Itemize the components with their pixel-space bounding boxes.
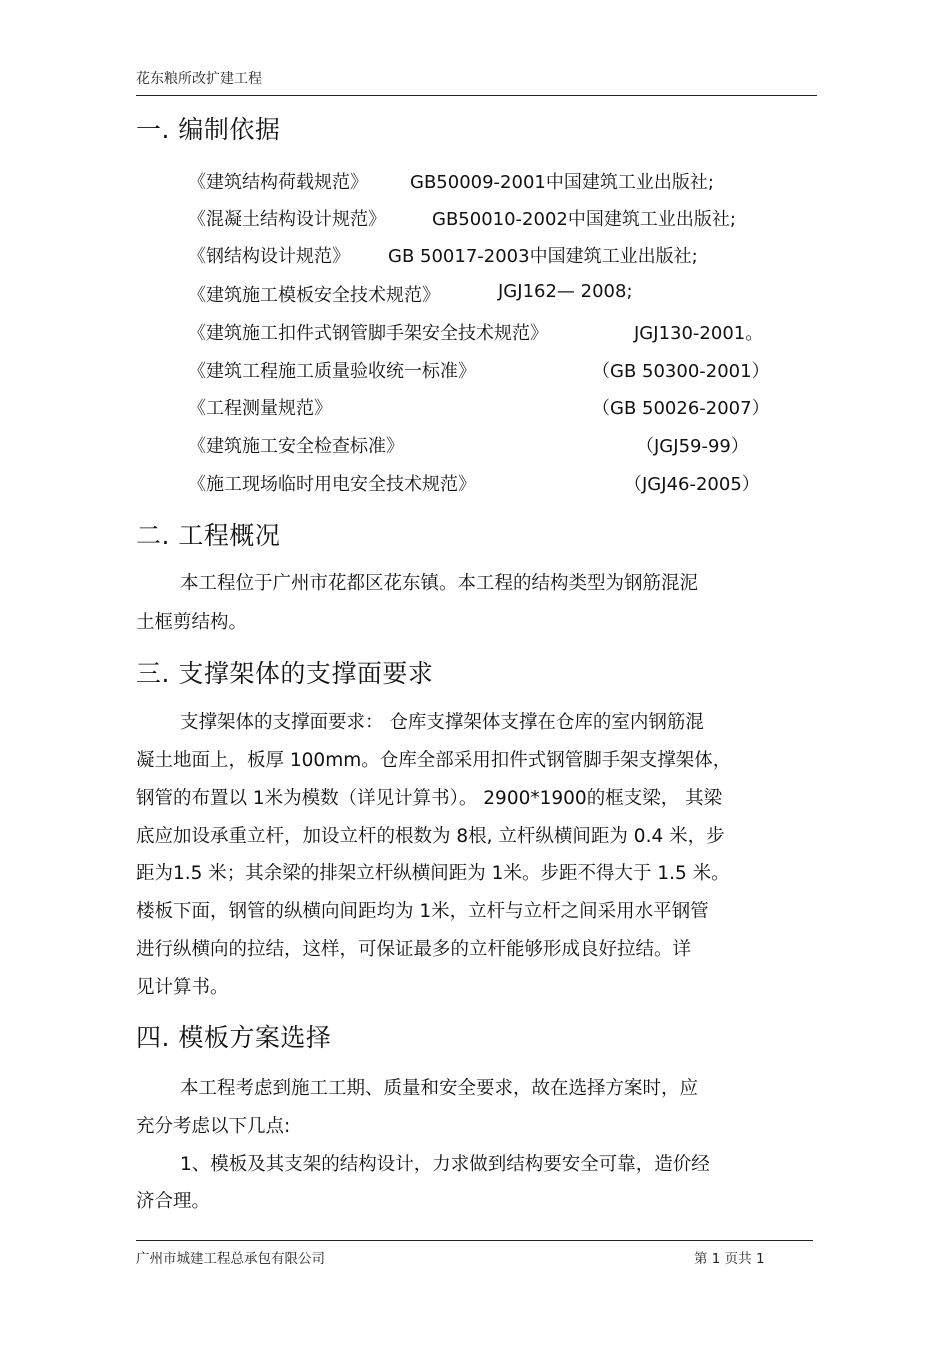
reference-code: GB50009-2001中国建筑工业出版社;: [410, 172, 714, 193]
reference-item: [188, 319, 808, 345]
reference-name: 《钢结构设计规范》: [188, 246, 350, 267]
reference-code: （GB 50026-2007）: [592, 398, 770, 419]
reference-name: 《建筑施工安全检查标准》: [188, 436, 404, 457]
header-title: 花东粮所改扩建工程: [136, 71, 262, 87]
paragraph-line: 本工程位于广州市花都区花东镇。本工程的结构类型为钢筋混泥: [180, 573, 699, 594]
reference-item: [188, 432, 808, 458]
reference-code: JGJ130-2001。: [634, 323, 764, 344]
paragraph-line: 本工程考虑到施工工期、质量和安全要求，故在选择方案时，应: [180, 1078, 699, 1099]
reference-item: [188, 242, 808, 268]
reference-code: （JGJ46-2005）: [624, 474, 760, 495]
paragraph-line: 进行纵横向的拉结，这样，可保证最多的立杆能够形成良好拉结。详: [136, 939, 692, 960]
paragraph-line: 充分考虑以下几点:: [136, 1116, 291, 1137]
footer-page-number: 第 1 页共 1: [694, 1251, 765, 1267]
reference-item: [188, 281, 808, 307]
reference-code: GB 50017-2003中国建筑工业出版社;: [388, 246, 698, 267]
paragraph-line: 楼板下面，钢管的纵横向间距均为 1米，立杆与立杆之间采用水平钢管: [136, 901, 709, 922]
section-heading-support: 三. 支撑架体的支撑面要求: [136, 659, 434, 688]
reference-item: [188, 168, 808, 194]
reference-name: 《建筑工程施工质量验收统一标准》: [188, 361, 476, 382]
section-heading-formwork: 四. 模板方案选择: [136, 1023, 332, 1052]
reference-item: [188, 357, 808, 383]
paragraph-line: 土框剪结构。: [136, 612, 248, 633]
reference-name: 《工程测量规范》: [188, 398, 332, 419]
reference-code: GB50010-2002中国建筑工业出版社;: [432, 209, 736, 230]
paragraph-line: 底应加设承重立杆，加设立杆的根数为 8根, 立杆纵横间距为 0.4 米，步: [136, 826, 725, 847]
footer-divider: [136, 1240, 813, 1241]
reference-item: [188, 394, 808, 420]
paragraph-line: 距为1.5 米；其余梁的排架立杆纵横间距为 1米。步距不得大于 1.5 米。: [136, 863, 730, 884]
reference-name: 《建筑施工模板安全技术规范》: [188, 285, 440, 306]
section-heading-overview: 二. 工程概况: [136, 521, 281, 550]
paragraph-line: 钢管的布置以 1米为模数（详见计算书）。 2900*1900的框支梁， 其梁: [136, 788, 723, 809]
paragraph-line: 见计算书。: [136, 977, 229, 998]
reference-item: [188, 470, 808, 496]
paragraph-line: 凝土地面上，板厚 100mm。仓库全部采用扣件式钢管脚手架支撑架体，: [136, 750, 732, 771]
reference-code: （GB 50300-2001）: [592, 361, 770, 382]
paragraph-line: 济合理。: [136, 1191, 211, 1212]
paragraph-line: 1、模板及其支架的结构设计，力求做到结构要安全可靠，造价经: [180, 1154, 710, 1175]
header-divider: [136, 95, 817, 96]
section-heading-basis: 一. 编制依据: [136, 115, 281, 144]
reference-item: [188, 205, 808, 231]
footer-company: 广州市城建工程总承包有限公司: [136, 1251, 325, 1267]
reference-code: （JGJ59-99）: [636, 436, 749, 457]
reference-name: 《建筑结构荷载规范》: [188, 172, 368, 193]
reference-name: 《建筑施工扣件式钢管脚手架安全技术规范》: [188, 323, 548, 344]
reference-name: 《混凝土结构设计规范》: [188, 209, 386, 230]
paragraph-line: 支撑架体的支撑面要求： 仓库支撑架体支撑在仓库的室内钢筋混: [180, 712, 704, 733]
reference-code: JGJ162— 2008;: [498, 281, 633, 302]
reference-name: 《施工现场临时用电安全技术规范》: [188, 474, 476, 495]
